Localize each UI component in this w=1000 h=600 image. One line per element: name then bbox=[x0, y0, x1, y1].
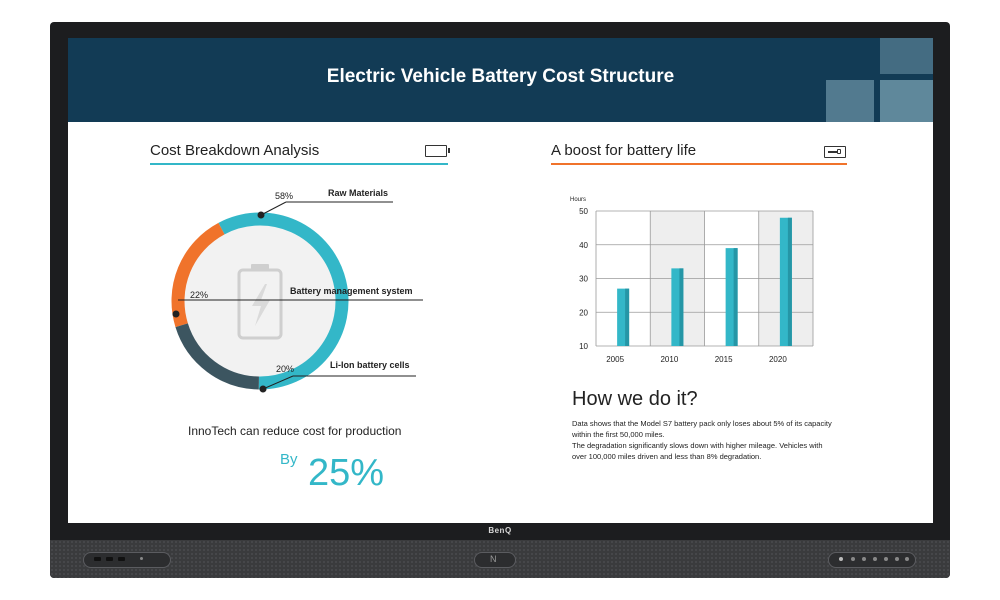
power-button[interactable] bbox=[839, 557, 843, 561]
reduction-percentage: 25% bbox=[308, 452, 385, 494]
pct-bms: 22% bbox=[190, 290, 209, 300]
control-button[interactable] bbox=[862, 557, 866, 561]
pct-raw-materials: 58% bbox=[275, 191, 294, 201]
nfc-reader[interactable] bbox=[474, 552, 516, 568]
by-label: By bbox=[280, 451, 298, 468]
brand-logo: BenQ bbox=[488, 526, 512, 535]
paragraph-line: within the first 50,000 miles. bbox=[572, 430, 665, 439]
y-tick-label: 30 bbox=[579, 274, 588, 284]
label-raw-materials: Raw Materials bbox=[328, 188, 389, 198]
display-monitor bbox=[50, 22, 950, 578]
bar-shade-2020 bbox=[788, 218, 792, 346]
hdmi-port[interactable] bbox=[118, 557, 125, 561]
monitor-soundbar bbox=[50, 540, 950, 578]
io-ports-panel bbox=[83, 552, 171, 568]
slide-title: Electric Vehicle Battery Cost Structure bbox=[326, 66, 675, 87]
usb-port[interactable] bbox=[94, 557, 101, 561]
battery-data-paragraph bbox=[572, 418, 872, 462]
nfc-icon: N bbox=[490, 554, 497, 564]
usb-port[interactable] bbox=[106, 557, 113, 561]
paragraph-line: Data shows that the Model S7 battery pack only loses about 5% of its capacity bbox=[572, 419, 832, 428]
y-tick-label: 50 bbox=[579, 207, 588, 216]
bar-shade-2010 bbox=[679, 268, 683, 346]
how-we-do-it-heading: How we do it? bbox=[572, 388, 698, 410]
control-button[interactable] bbox=[895, 557, 899, 561]
status-led bbox=[140, 557, 143, 560]
label-bms: Battery management system bbox=[290, 286, 413, 296]
x-tick-label: 2015 bbox=[714, 355, 733, 364]
bar-shade-2015 bbox=[734, 248, 738, 346]
control-button[interactable] bbox=[851, 557, 855, 561]
x-tick-label: 2010 bbox=[660, 355, 679, 364]
control-button[interactable] bbox=[884, 557, 888, 561]
paragraph-line: over 100,000 miles driven and less than 8% degradation. bbox=[572, 452, 762, 461]
cost-reduction-text: InnoTech can reduce cost for production bbox=[188, 424, 402, 438]
x-tick-label: 2005 bbox=[606, 355, 625, 364]
label-li-ion-cells: Li-Ion battery cells bbox=[330, 360, 410, 370]
control-button[interactable] bbox=[905, 557, 909, 561]
pct-li-ion-cells: 20% bbox=[276, 364, 295, 374]
x-tick-label: 2020 bbox=[768, 355, 787, 364]
control-button[interactable] bbox=[873, 557, 877, 561]
paragraph-line: The degradation significantly slows down with higher mileage. Vehicles with bbox=[572, 441, 823, 450]
y-axis-label: Hours bbox=[570, 197, 587, 203]
control-buttons-panel bbox=[828, 552, 916, 568]
y-tick-label: 40 bbox=[579, 240, 588, 250]
y-tick-label: 10 bbox=[579, 342, 588, 351]
display-screen bbox=[68, 38, 933, 523]
bar-shade-2005 bbox=[625, 289, 629, 346]
battery-life-heading: A boost for battery life bbox=[551, 142, 697, 159]
y-tick-label: 20 bbox=[579, 308, 588, 318]
cost-breakdown-heading: Cost Breakdown Analysis bbox=[150, 142, 320, 159]
